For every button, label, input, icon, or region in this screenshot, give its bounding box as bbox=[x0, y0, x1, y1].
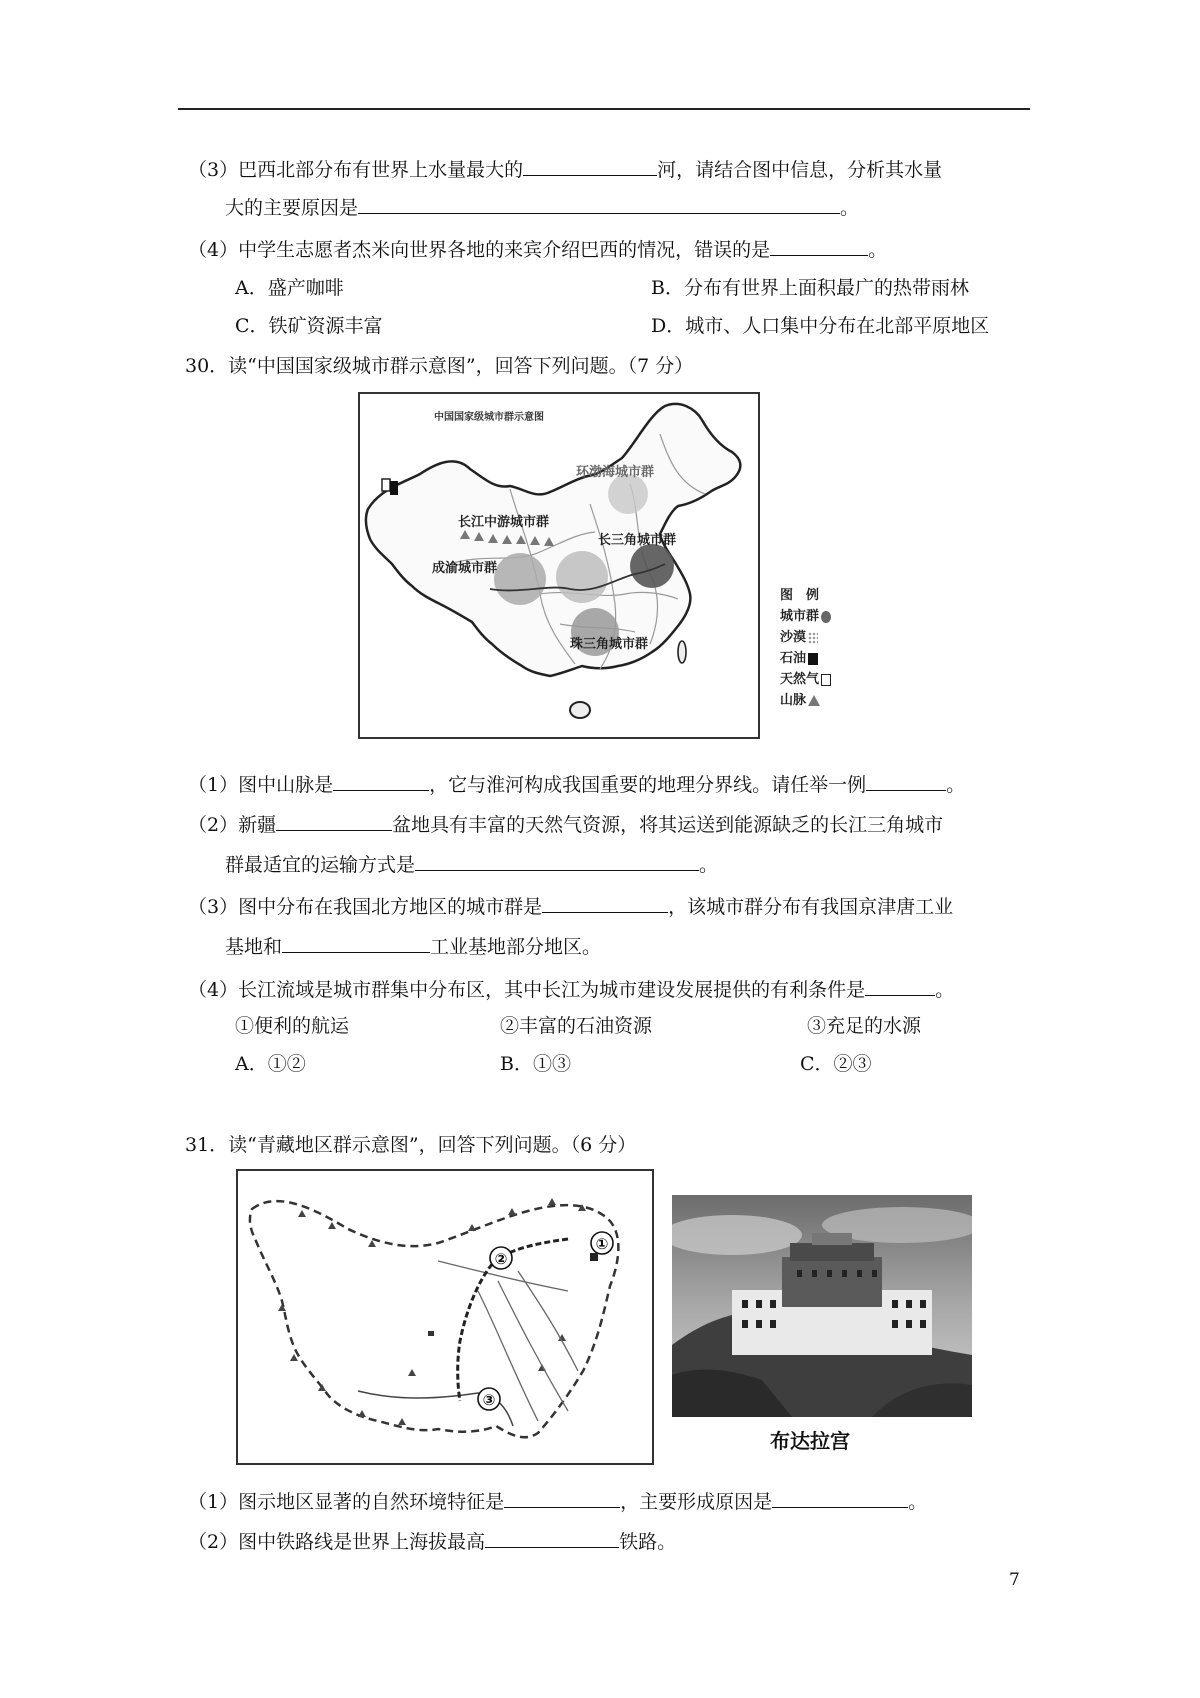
q29-option-b: B．分布有世界上面积最广的热带雨林 bbox=[651, 277, 969, 299]
q30-condition-3: ③充足的水源 bbox=[807, 1015, 922, 1037]
legend-desert: 沙漠 bbox=[780, 627, 831, 648]
marker-2: ② bbox=[494, 1250, 508, 1268]
answer-blank[interactable] bbox=[276, 810, 392, 831]
answer-blank[interactable] bbox=[866, 770, 946, 791]
answer-blank[interactable] bbox=[333, 770, 429, 791]
header-rule bbox=[178, 108, 1030, 110]
q30-option-c: C．②③ bbox=[800, 1053, 872, 1075]
answer-blank[interactable] bbox=[358, 193, 840, 214]
answer-blank[interactable] bbox=[523, 155, 657, 176]
map-title: 中国国家级城市群示意图 bbox=[434, 412, 544, 423]
label-mid-yangtze: 长江中游城市群 bbox=[458, 515, 550, 530]
mountain-icon bbox=[808, 695, 820, 706]
answer-blank[interactable] bbox=[865, 975, 935, 996]
yangtze-delta-cluster-circle bbox=[630, 544, 674, 588]
q30-option-a: A．①② bbox=[235, 1053, 306, 1075]
legend-gas: 天然气 bbox=[780, 669, 831, 690]
q29-option-a: A．盛产咖啡 bbox=[235, 277, 344, 299]
answer-blank[interactable] bbox=[485, 1527, 619, 1548]
answer-blank[interactable] bbox=[772, 1487, 908, 1508]
label-bohai: 环渤海城市群 bbox=[576, 465, 655, 480]
desert-icon bbox=[808, 632, 818, 644]
marker-3: ③ bbox=[482, 1391, 496, 1409]
q29-part4: （4）中学生志愿者杰米向世界各地的来宾介绍巴西的情况，错误的是 。 bbox=[188, 235, 887, 263]
q30-title: 30．读“中国国家级城市群示意图”，回答下列问题。（7 分） bbox=[185, 355, 694, 377]
label-chengyu: 成渝城市群 bbox=[432, 561, 498, 576]
label-yangtze-delta: 长三角城市群 bbox=[598, 533, 677, 548]
answer-blank[interactable] bbox=[770, 235, 868, 256]
q30-part1: （1）图中山脉是 ，它与淮河构成我国重要的地理分界线。请任举一例 。 bbox=[188, 770, 965, 798]
answer-blank[interactable] bbox=[504, 1487, 620, 1508]
answer-blank[interactable] bbox=[415, 850, 699, 871]
q29-option-c: C．铁矿资源丰富 bbox=[235, 315, 383, 337]
page-number: 7 bbox=[1009, 1570, 1020, 1590]
q30-part3-line1: （3）图中分布在我国北方地区的城市群是 ，该城市群分布有我国京津唐工业 bbox=[188, 892, 953, 920]
q31-part1: （1）图示地区显著的自然环境特征是 ，主要形成原因是 。 bbox=[188, 1487, 927, 1515]
q31-part2: （2）图中铁路线是世界上海拔最高 铁路。 bbox=[188, 1527, 676, 1555]
oil-icon bbox=[390, 481, 398, 495]
natural-gas-icon bbox=[382, 479, 390, 491]
legend-city-cluster: 城市群 bbox=[780, 606, 831, 627]
q30-part3-line2: 基地和 工业基地部分地区。 bbox=[225, 932, 601, 960]
q29-part3-line1: （3）巴西北部分布有世界上水量最大的 河，请结合图中信息，分析其水量 bbox=[188, 155, 942, 183]
q30-part4: （4）长江流域是城市群集中分布区，其中长江为城市建设发展提供的有利条件是 。 bbox=[188, 975, 954, 1003]
natural-gas-icon bbox=[821, 674, 831, 686]
oil-icon bbox=[808, 653, 818, 665]
china-city-cluster-map bbox=[358, 392, 760, 739]
q30-part2-line2: 群最适宜的运输方式是 。 bbox=[225, 850, 718, 878]
plateau-mountain-symbols bbox=[278, 1198, 586, 1425]
china-map-svg bbox=[360, 394, 758, 737]
q30-part2-line1: （2）新疆 盆地具有丰富的天然气资源，将其运送到能源缺乏的长江三角城市 bbox=[188, 810, 943, 838]
q29-part3-line2: 大的主要原因是 。 bbox=[225, 193, 859, 221]
q30-condition-2: ②丰富的石油资源 bbox=[500, 1015, 653, 1037]
legend-mountain: 山脉 bbox=[780, 690, 831, 711]
tibet-map-svg bbox=[238, 1171, 652, 1463]
potala-palace-photo bbox=[672, 1195, 972, 1417]
legend-oil: 石油 bbox=[780, 648, 831, 669]
legend-title: 图 例 bbox=[780, 588, 820, 603]
q31-title: 31．读“青藏地区群示意图”，回答下列问题。（6 分） bbox=[185, 1134, 637, 1156]
q29-option-d: D．城市、人口集中分布在北部平原地区 bbox=[651, 315, 990, 337]
qinghai-tibet-map bbox=[236, 1169, 654, 1465]
q30-option-b: B．①③ bbox=[500, 1053, 571, 1075]
city-cluster-icon bbox=[821, 611, 831, 623]
bohai-cluster-circle bbox=[608, 474, 648, 514]
marker-1: ① bbox=[595, 1235, 609, 1253]
qinghai-tibet-railway bbox=[458, 1239, 568, 1401]
answer-blank[interactable] bbox=[282, 932, 430, 953]
answer-blank[interactable] bbox=[542, 892, 668, 913]
map-legend bbox=[780, 585, 831, 711]
mid-yangtze-cluster-circle bbox=[556, 551, 608, 603]
photo-caption: 布达拉宫 bbox=[770, 1429, 850, 1453]
q30-condition-1: ①便利的航运 bbox=[235, 1015, 350, 1037]
chengyu-cluster-circle bbox=[494, 553, 546, 605]
label-pearl-delta: 珠三角城市群 bbox=[570, 637, 649, 652]
